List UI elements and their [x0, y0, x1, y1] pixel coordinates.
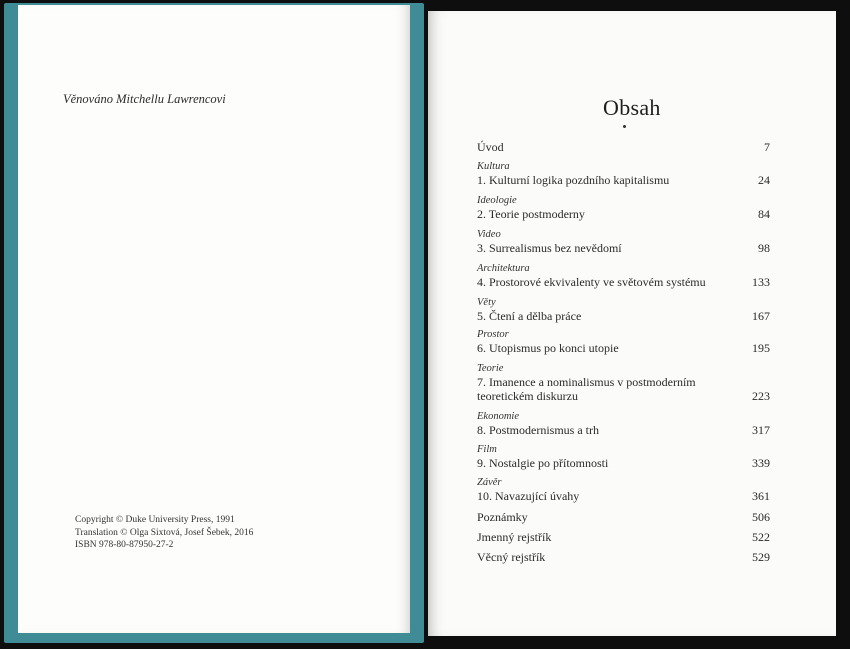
toc-title: Obsah — [603, 95, 661, 120]
entry-title: Úvod — [477, 140, 504, 154]
entry-title: 3. Surrealismus bez nevědomí — [477, 241, 622, 255]
entry-page: 223 — [752, 389, 770, 403]
entry-page: 167 — [752, 309, 770, 323]
toc-entry — [477, 476, 773, 503]
toc-entry — [477, 410, 773, 437]
entry-page: 506 — [752, 510, 770, 524]
entry-section: Věty — [477, 297, 496, 308]
entry-section: Ideologie — [477, 195, 517, 206]
dedication: Věnováno Mitchellu Lawrencovi — [63, 92, 226, 106]
entry-section: Závěr — [477, 477, 502, 488]
entry-page: 195 — [752, 341, 770, 355]
toc-entry — [477, 296, 773, 323]
toc-entry — [477, 510, 773, 524]
entry-title: 6. Utopismus po konci utopie — [477, 341, 619, 355]
toc-entry — [477, 228, 773, 255]
entry-page: 339 — [752, 456, 770, 470]
entry-title: 8. Postmodernismus a trh — [477, 423, 599, 437]
entry-page: 317 — [752, 423, 770, 437]
copyright-line: Copyright © Duke University Press, 1991 — [75, 515, 235, 525]
entry-page: 84 — [758, 207, 770, 221]
toc-entry — [477, 160, 773, 187]
entry-title: 2. Teorie postmoderny — [477, 207, 585, 221]
entry-page: 133 — [752, 275, 770, 289]
entry-section: Film — [477, 444, 497, 455]
entry-title: 7. Imanence a nominalismus v postmoderním teoretickém diskurzu — [477, 375, 696, 403]
entry-section: Teorie — [477, 363, 504, 374]
entry-title: Věcný rejstřík — [477, 550, 546, 564]
entry-title: Jmenný rejstřík — [477, 530, 552, 544]
entry-page: 24 — [758, 173, 770, 187]
entry-page: 522 — [752, 530, 770, 544]
toc-entry — [477, 140, 773, 154]
entry-page: 361 — [752, 489, 770, 503]
isbn-line: ISBN 978-80-87950-27-2 — [75, 540, 174, 550]
entry-section: Ekonomie — [477, 411, 519, 422]
toc-entry — [477, 262, 773, 289]
entry-title: 4. Prostorové ekvivalenty ve světovém systému — [477, 275, 706, 289]
entry-page: 529 — [752, 550, 770, 564]
toc-entry — [477, 550, 773, 564]
copyright-block — [75, 514, 253, 552]
entry-section: Prostor — [477, 329, 509, 340]
entry-title: 5. Čtení a dělba práce — [477, 309, 582, 323]
entry-title: 1. Kulturní logika pozdního kapitalismu — [477, 173, 670, 187]
entry-title: Poznámky — [477, 510, 528, 524]
toc-entry — [477, 443, 773, 470]
entry-section: Kultura — [477, 161, 510, 172]
entry-section: Video — [477, 229, 501, 240]
toc-entry — [477, 530, 773, 544]
table-of-contents — [477, 0, 773, 649]
entry-section: Architektura — [477, 263, 530, 274]
entry-page: 98 — [758, 241, 770, 255]
entry-title: 10. Navazující úvahy — [477, 489, 580, 503]
toc-entry — [477, 194, 773, 221]
entry-title: 9. Nostalgie po přítomnosti — [477, 456, 609, 470]
toc-entry — [477, 362, 773, 403]
toc-entry — [477, 328, 773, 355]
translation-line: Translation © Olga Sixtová, Josef Šebek, 2016 — [75, 527, 254, 538]
entry-page: 7 — [764, 140, 770, 154]
